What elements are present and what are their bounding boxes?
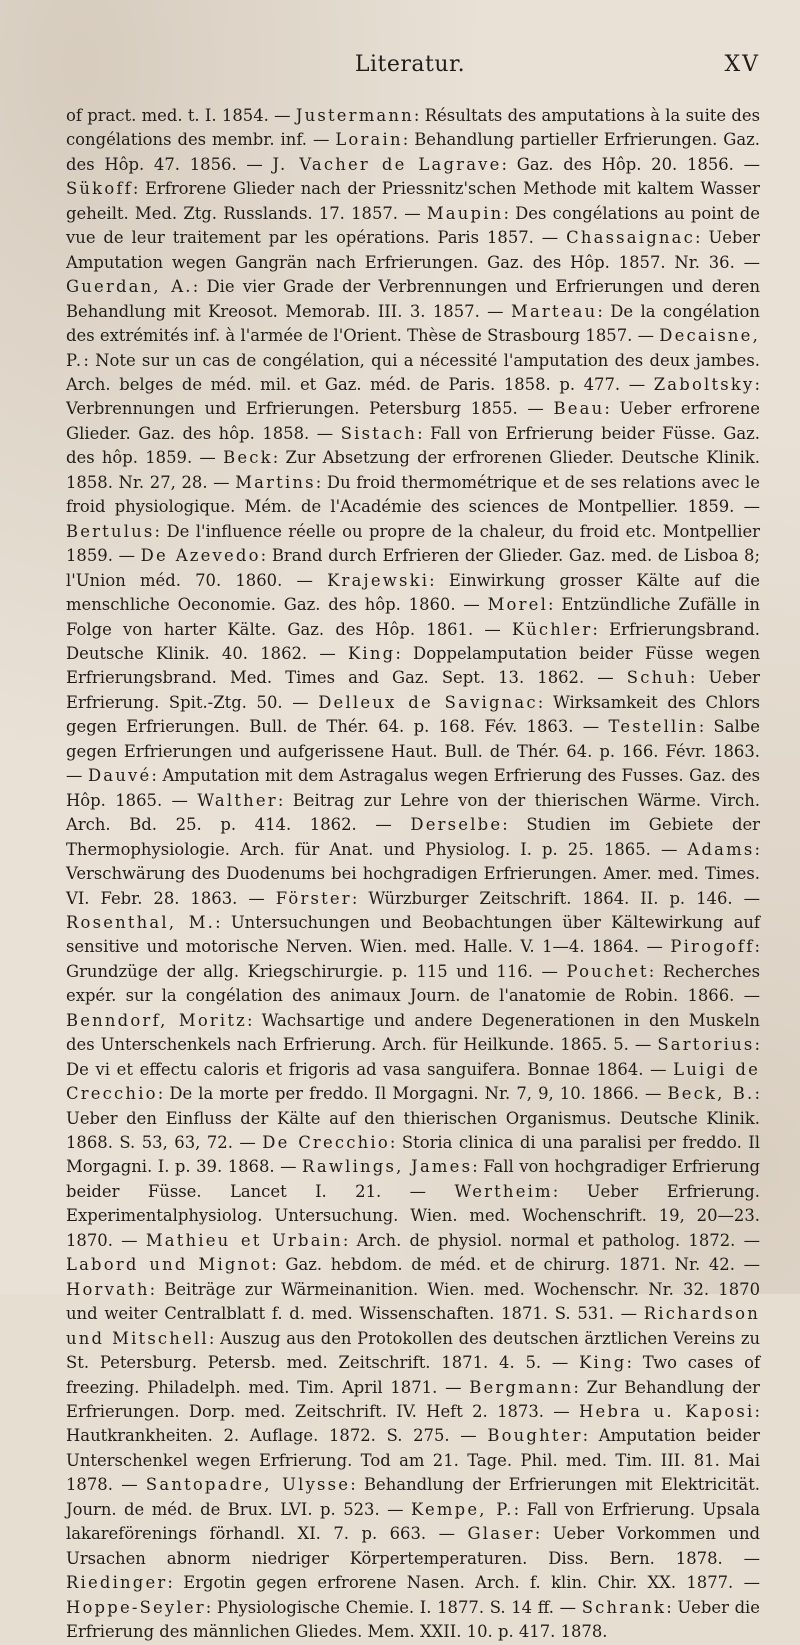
citation-text: : De l'influence réelle ou propre de la chaleur, du froid etc. Montpellier 1859. — <box>66 521 760 566</box>
author-name: Hebra u. Kaposi <box>578 1402 755 1422</box>
citation-text: : Behandlung partieller Erfrierungen. Gaz. des Hôp. 47. 1856. — <box>66 130 760 174</box>
citation-text: : Untersuchungen und Beobachtungen über Kältewirkung auf sensitive und motorische Nerven. Wien. med. Halle. V. 1—4. 1864. — <box>66 912 760 957</box>
citation-text: : Verschwärung des Duodenums bei hochgradigen Erfrierungen. Amer. med. Times. VI. Febr. 28. 1863. — <box>66 839 760 908</box>
citation-text: : Entzündliche Zufälle in Folge von harter Kälte. Gaz. des Hôp. 1861. — <box>66 595 760 639</box>
author-name: King <box>347 643 396 663</box>
citation-text: : Ueber den Einfluss der Kälte auf den thierischen Organismus. Deutsche Klinik. 1868. S. 53, 63, 72. — <box>66 1084 760 1153</box>
author-name: Decaisne, P. <box>66 326 760 370</box>
citation-text: : Ueber Amputation wegen Gangrän nach Erfrierungen. Gaz. des Hôp. 1857. Nr. 36. — <box>66 228 760 272</box>
citation-text: : Zur Absetzung der erfrorenen Glieder. Deutsche Klinik. 1858. Nr. 27, 28. — <box>66 448 761 492</box>
author-name: Glaser <box>467 1524 535 1544</box>
citation-text: : De la morte per freddo. Il Morgagni. Nr. 7, 9, 10. 1866. — <box>157 1084 668 1104</box>
citation-text: : Des congélations au point de vue de leur traitement par les opérations. Paris 1857. — <box>66 203 760 248</box>
author-name: Sistach <box>340 423 418 443</box>
citation-text: : Wachsartige und andere Degenerationen in den Muskeln des Unterschenkels nach Erfrierung. Arch. für Heilkunde. 1865. 5. — <box>66 1010 760 1055</box>
author-name: Guerdan, A. <box>66 277 193 297</box>
author-name: Morel <box>487 595 549 615</box>
author-name: Hoppe-Seyler <box>66 1597 206 1617</box>
citation-text: : Behandlung der Erfrierungen mit Elektricität. Journ. de méd. de Brux. LVI. p. 523. — <box>66 1475 760 1519</box>
citation-text: : Résultats des amputations à la suite des congélations des membr. inf. — <box>66 106 760 150</box>
author-name: Justermann <box>295 106 414 125</box>
citation-text: : Wirksamkeit des Chlors gegen Erfrierungen. Bull. de Thér. 64. p. 168. Fév. 1863. — <box>66 692 760 737</box>
author-name: Rosenthal, M. <box>66 912 216 932</box>
citation-text: : Studien im Gebiete der Thermophysiologie. Arch. für Anat. und Physiolog. I. p. 25. 1865. — <box>66 815 760 859</box>
author-name: Boughter <box>487 1426 583 1446</box>
author-name: Wertheim <box>454 1181 553 1201</box>
author-name: Beck, B. <box>667 1084 755 1104</box>
author-name: Marteau <box>510 301 598 321</box>
author-name: Lorain <box>335 130 403 150</box>
author-name: Beck <box>223 448 273 468</box>
author-name: King <box>579 1353 627 1373</box>
citation-text: : Storia clinica di una paralisi per freddo. Il Morgagni. I. p. 39. 1868. — <box>66 1133 760 1177</box>
citation-text: : Two cases of freezing. Philadelph. med. Tim. April 1871. — <box>66 1353 761 1397</box>
author-name: Rawlings, James <box>302 1157 473 1177</box>
bibliography-paragraph <box>66 104 760 1645</box>
citation-text: : De la congélation des extrémités inf. à l'armée de l'Orient. Thèse de Strasbourg 1857. — <box>66 301 760 346</box>
author-name: Förster <box>275 888 352 908</box>
citation-text: : Ueber Erfrierung. Spit.-Ztg. 50. — <box>66 668 760 712</box>
author-name: Richardson und Mitschell <box>66 1304 760 1348</box>
author-name: Horvath <box>66 1279 150 1299</box>
author-name: Küchler <box>512 619 593 639</box>
author-name: Walther <box>197 790 278 810</box>
citation-text: : Einwirkung grosser Kälte auf die menschliche Oeconomie. Gaz. des hôp. 1860. — <box>66 570 760 615</box>
author-name: Bergmann <box>469 1377 574 1397</box>
author-name: Kempe, P. <box>411 1499 514 1519</box>
author-name: Mathieu et Urbain <box>145 1230 343 1250</box>
author-name: Riedinger <box>66 1573 168 1593</box>
citation-text: : Arch. de physiol. normal et patholog. 1872. — <box>342 1230 760 1250</box>
citation-text: : Erfrierungsbrand. Deutsche Klinik. 40. 1862. — <box>66 619 760 663</box>
author-name: Maupin <box>426 203 504 223</box>
citation-text: : Fall von hochgradiger Erfrierung beider Füsse. Lancet I. 21. — <box>66 1157 761 1201</box>
citation-text: : Brand durch Erfrieren der Glieder. Gaz. med. de Lisboa 8; l'Union méd. 70. 1860. — <box>66 546 761 590</box>
author-name: De Crecchio <box>262 1133 390 1153</box>
author-name: Sükoff <box>66 179 133 199</box>
author-name: Pirogoff <box>670 937 755 957</box>
citation-text: : Physiologische Chemie. I. 1877. S. 14 ff. — <box>205 1597 582 1617</box>
author-name: Benndorf, Moritz <box>66 1010 247 1030</box>
citation-text: : Amputation mit dem Astragalus wegen Erfrierung des Fusses. Gaz. des Hôp. 1865. — <box>66 766 760 810</box>
running-title: Literatur. <box>354 52 466 77</box>
citation-text: : Note sur un cas de congélation, qui a nécessité l'amputation des deux jambes. Arch. belges de méd. mil. et Gaz. méd. de Paris. 1858. p. 477. — <box>66 350 760 394</box>
author-name: Dauvé <box>87 766 152 786</box>
bibliography-text <box>66 104 760 1645</box>
citation-text: : Hautkrankheiten. 2. Auflage. 1872. S. 275. — <box>66 1402 760 1446</box>
author-name: Santopadre, Ulysse <box>145 1475 351 1495</box>
author-name: Beau <box>553 399 605 419</box>
citation-text: : Du froid thermométrique et de ses relations avec le froid physiologique. Mém. de l'Académie des sciences de Montpellier. 1859. — <box>66 472 760 517</box>
citation-text: : Würzburger Zeitschrift. 1864. II. p. 146. — <box>351 888 760 908</box>
citation-text: : Fall von Erfrierung beider Füsse. Gaz. des hôp. 1859. — <box>66 423 760 468</box>
citation-text: : Verbrennungen und Erfrierungen. Petersburg 1855. — <box>66 374 760 419</box>
citation-text: : Erfrorene Glieder nach der Priessnitz'schen Methode mit kaltem Wasser geheilt. Med. Ztg. Russlands. 17. 1857. — <box>66 179 760 223</box>
citation-text: : Amputation beider Unterschenkel wegen Erfrierung. Tod am 21. Tage. Phil. med. Tim. III. 81. Mai 1878. — <box>66 1426 760 1495</box>
citation-text: : Ueber erfrorene Glieder. Gaz. des hôp. 1858. — <box>66 399 760 443</box>
citation-text: : Grundzüge der allg. Kriegschirurgie. p. 115 und 116. — <box>66 937 760 981</box>
citation-text: : Salbe gegen Erfrierungen und aufgerissene Haut. Bull. de Thér. 64. p. 166. Févr. 1863. — <box>66 717 760 786</box>
author-name: Testellin <box>608 717 699 737</box>
author-name: Krajewski <box>327 570 430 590</box>
citation-text: : Fall von Erfrierung. Upsala lakareförenings förhandl. XI. 7. p. 663. — <box>66 1499 760 1544</box>
citation-text: : Ergotin gegen erfrorene Nasen. Arch. f. klin. Chir. XX. 1877. — <box>167 1573 760 1593</box>
citation-text: : Doppelamputation beider Füsse wegen Erfrierungsbrand. Med. Times and Gaz. Sept. 13. 1862. — <box>66 643 760 688</box>
author-name: Bertulus <box>66 521 155 541</box>
page-header <box>60 48 760 78</box>
citation-text: : Zur Behandlung der Erfrierungen. Dorp. med. Zeitschrift. IV. Heft 2. 1873. — <box>66 1377 760 1422</box>
author-name: Schrank <box>581 1597 667 1617</box>
author-name: J. Vacher de Lagrave <box>272 154 502 174</box>
page-number: XV <box>724 52 760 77</box>
author-name: Adams <box>687 839 755 859</box>
citation-text: : Beiträge zur Wärmeinanition. Wien. med. Wochenschr. Nr. 32. 1870 und weiter Centralblatt f. d. med. Wissenschaften. 1871. S. 531. — <box>66 1279 760 1324</box>
citation-text: : De vi et effectu caloris et frigoris ad vasa sanguifera. Bonnae 1864. — <box>66 1035 760 1079</box>
author-name: Pouchet <box>566 961 649 981</box>
citation-text: : Ueber die Erfrierung des männlichen Gliedes. Mem. XXII. 10. p. 417. 1878. <box>66 1597 760 1642</box>
citation-text: : Recherches expér. sur la congélation des animaux Journ. de l'anatomie de Robin. 1866. — <box>66 961 760 1006</box>
author-name: Luigi de Crecchio <box>66 1059 760 1104</box>
citation-text: : Beitrag zur Lehre von der thierischen Wärme. Virch. Arch. Bd. 25. p. 414. 1862. — <box>66 790 760 835</box>
author-name: Derselbe <box>410 815 503 835</box>
author-name: Chassaignac <box>566 228 696 248</box>
author-name: Zaboltsky <box>653 374 755 394</box>
citation-text: : Auszug aus den Protokollen des deutschen ärztlichen Vereins zu St. Petersburg. Petersb. med. Zeitschrift. 1871. 4. 5. — <box>66 1328 761 1373</box>
author-name: Martins <box>235 472 316 492</box>
citation-text: : Gaz. des Hôp. 20. 1856. — <box>501 154 761 174</box>
citation-text: : Die vier Grade der Verbrennungen und Erfrierungen und deren Behandlung mit Kreosot. Memorab. III. 3. 1857. — <box>66 277 760 321</box>
author-name: Sartorius <box>657 1035 755 1055</box>
citation-text: : Ueber Vorkommen und Ursachen abnorm niedriger Körpertemperaturen. Diss. Bern. 1878. — <box>66 1524 760 1568</box>
citation-text: of pract. med. t. I. 1854. — <box>66 106 296 125</box>
author-name: De Azevedo <box>140 546 261 566</box>
author-name: Schuh <box>626 668 690 688</box>
author-name: Delleux de Savignac <box>318 692 538 712</box>
citation-text: : Ueber Erfrierung. Experimentalphysiolog. Untersuchung. Wien. med. Wochenschrift. 19, 20—23. 1870. — <box>66 1181 760 1250</box>
author-name: Labord und Mignot <box>66 1255 272 1275</box>
citation-text: : Gaz. hebdom. de méd. et de chirurg. 1871. Nr. 42. — <box>271 1255 760 1275</box>
